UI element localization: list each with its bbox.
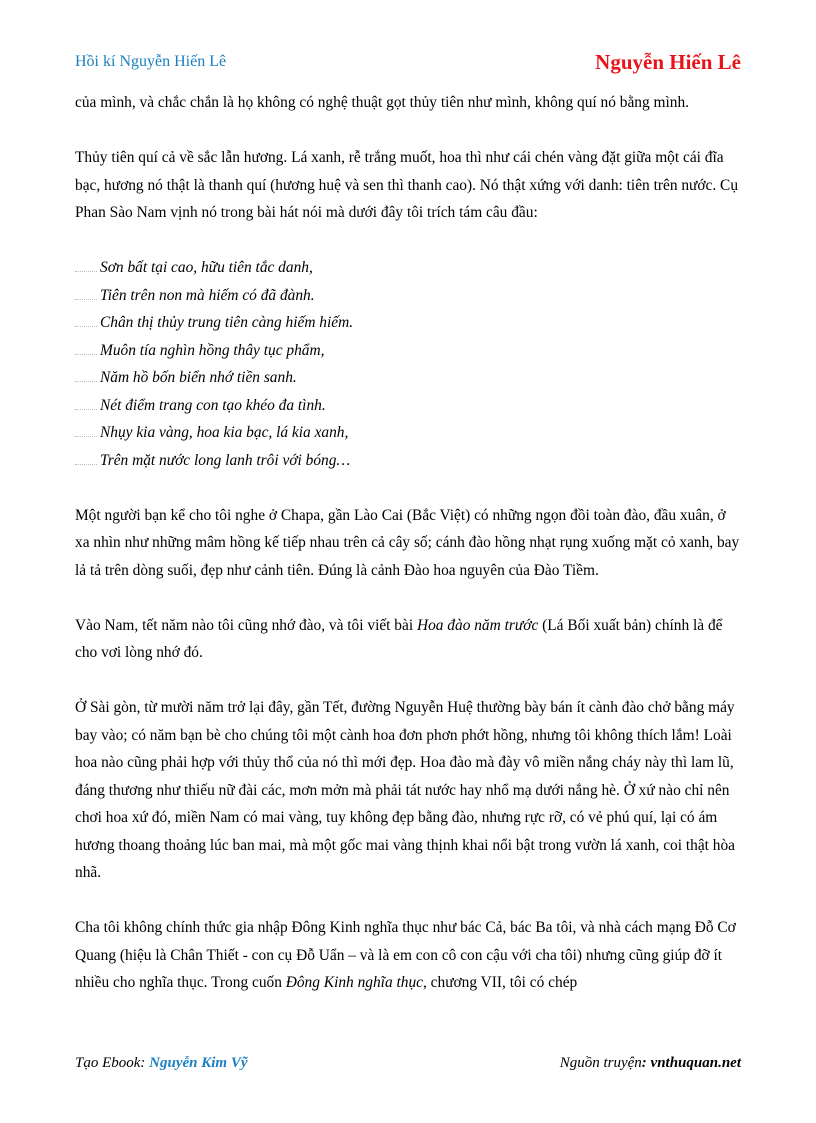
page-content bbox=[75, 89, 741, 1024]
poem bbox=[75, 254, 741, 474]
paragraph-5: Ở Sài gòn, từ mười năm trở lại đây, gần Tết, đường Nguyễn Huệ thường bày bán ít cành đào chở bằng máy bay vào; có năm bạn bè cho chúng tôi một cành hoa đơn phơn phớt hồng, nhưng tôi không thích lắm! Loài hoa nào cũng phải hợp với thủy thổ của nó thì mới đẹp. Hoa đào mà đày vô miền nắng cháy này thì lam lũ, đáng thương như thiếu nữ đài các, mơn mởn mà phải tát nước hay nhổ mạ dưới nắng hè. Ở xứ nào chỉ nên chơi hoa xứ đó, miền Nam có mai vàng, tuy không đẹp bằng đào, nhưng rực rỡ, có vẻ phú quí, lại có ám hương thoang thoảng lúc ban mai, mà một gốc mai vàng thịnh khai nổi bật trong vườn lá xanh, coi thật hòa nhã. bbox=[75, 699, 735, 881]
paragraph-3: Một người bạn kể cho tôi nghe ở Chapa, gần Lào Cai (Bắc Việt) có những ngọn đồi toàn đào, đầu xuân, ở xa nhìn như những mâm hồng kế tiếp nhau trên cả cây số; cánh đào hồng nhạt rụng xuống mặt cỏ xanh, bay lả tả trên dòng suối, đẹp như cảnh tiên. Đúng là cảnh Đào hoa nguyên của Đào Tiềm. bbox=[75, 506, 740, 579]
poem-line: Sơn bất tại cao, hữu tiên tắc danh, bbox=[75, 254, 741, 282]
paragraph-6-text-b: , chương VII, tôi có chép bbox=[422, 974, 578, 991]
poem-line: Năm hồ bốn biển nhớ tiền sanh. bbox=[75, 364, 741, 392]
book-title-hoa-dao: Hoa đào năm trước bbox=[416, 616, 539, 634]
source-credit-sep: : bbox=[641, 1055, 651, 1071]
ebook-credit-sep: : bbox=[140, 1055, 150, 1071]
poem-line: Nhụy kia vàng, hoa kia bạc, lá kia xanh, bbox=[75, 419, 741, 447]
page-header bbox=[75, 50, 741, 76]
poem-line: Nét điểm trang con tạo khéo đa tình. bbox=[75, 392, 741, 420]
poem-line: Chân thị thủy trung tiên càng hiếm hiếm. bbox=[75, 309, 741, 337]
paragraph-6-text-a: Cha tôi không chính thức gia nhập Đông Kinh nghĩa thục như bác Cả, bác Ba tôi, và nhà cách mạng Đỗ Cơ Quang (hiệu là Chân Thiết - con cụ Đỗ Uẩn – và là em con cô con cậu với cha tôi) nhưng cũng giúp đỡ ít nhiều cho nghĩa thục. Trong cuốn bbox=[75, 919, 736, 991]
poem-line: Tiên trên non mà hiếm có đã đành. bbox=[75, 282, 741, 310]
paragraph-6 bbox=[75, 914, 741, 997]
paragraph-4-text-b: (Lá Bối xuất bản) chính là để cho vơi lòng nhớ đó. bbox=[75, 616, 723, 661]
author-name: Nguyễn Hiến Lê bbox=[595, 50, 741, 74]
paragraph-4-text-a: Vào Nam, tết năm nào tôi cũng nhớ đào, và tôi viết bài bbox=[75, 616, 417, 634]
poem-line: Muôn tía nghìn hồng thây tục phẩm, bbox=[75, 337, 741, 365]
source-credit-label: Nguồn truyện bbox=[559, 1055, 642, 1071]
paragraph-1: của mình, và chắc chắn là họ không có nghệ thuật gọt thủy tiên như mình, không quí nó bằng mình. bbox=[75, 94, 690, 111]
book-title-dong-kinh: Đông Kinh nghĩa thục bbox=[285, 974, 423, 991]
ebook-creator-name: Nguyễn Kim Vỹ bbox=[149, 1055, 248, 1071]
book-title: Hồi kí Nguyễn Hiến Lê bbox=[75, 53, 227, 70]
paragraph-2: Thủy tiên quí cả về sắc lẫn hương. Lá xanh, rễ trắng muốt, hoa thì như cái chén vàng đặt giữa một cái đĩa bạc, hương nó thật là thanh quí (hương huệ và sen thì thanh cao). Nó thật xứng với danh: tiên trên nước. Cụ Phan Sào Nam vịnh nó trong bài hát nói mà dưới đây tôi trích tám câu đầu: bbox=[75, 149, 739, 221]
source-site: vnthuquan.net bbox=[650, 1055, 741, 1071]
ebook-credit-label: Tạo Ebook bbox=[75, 1055, 141, 1071]
paragraph-4 bbox=[75, 612, 741, 667]
ebook-credit bbox=[75, 1055, 248, 1072]
source-credit bbox=[560, 1055, 741, 1072]
poem-line: Trên mặt nước long lanh trôi với bóng… bbox=[75, 447, 741, 475]
page-footer bbox=[75, 1055, 741, 1077]
